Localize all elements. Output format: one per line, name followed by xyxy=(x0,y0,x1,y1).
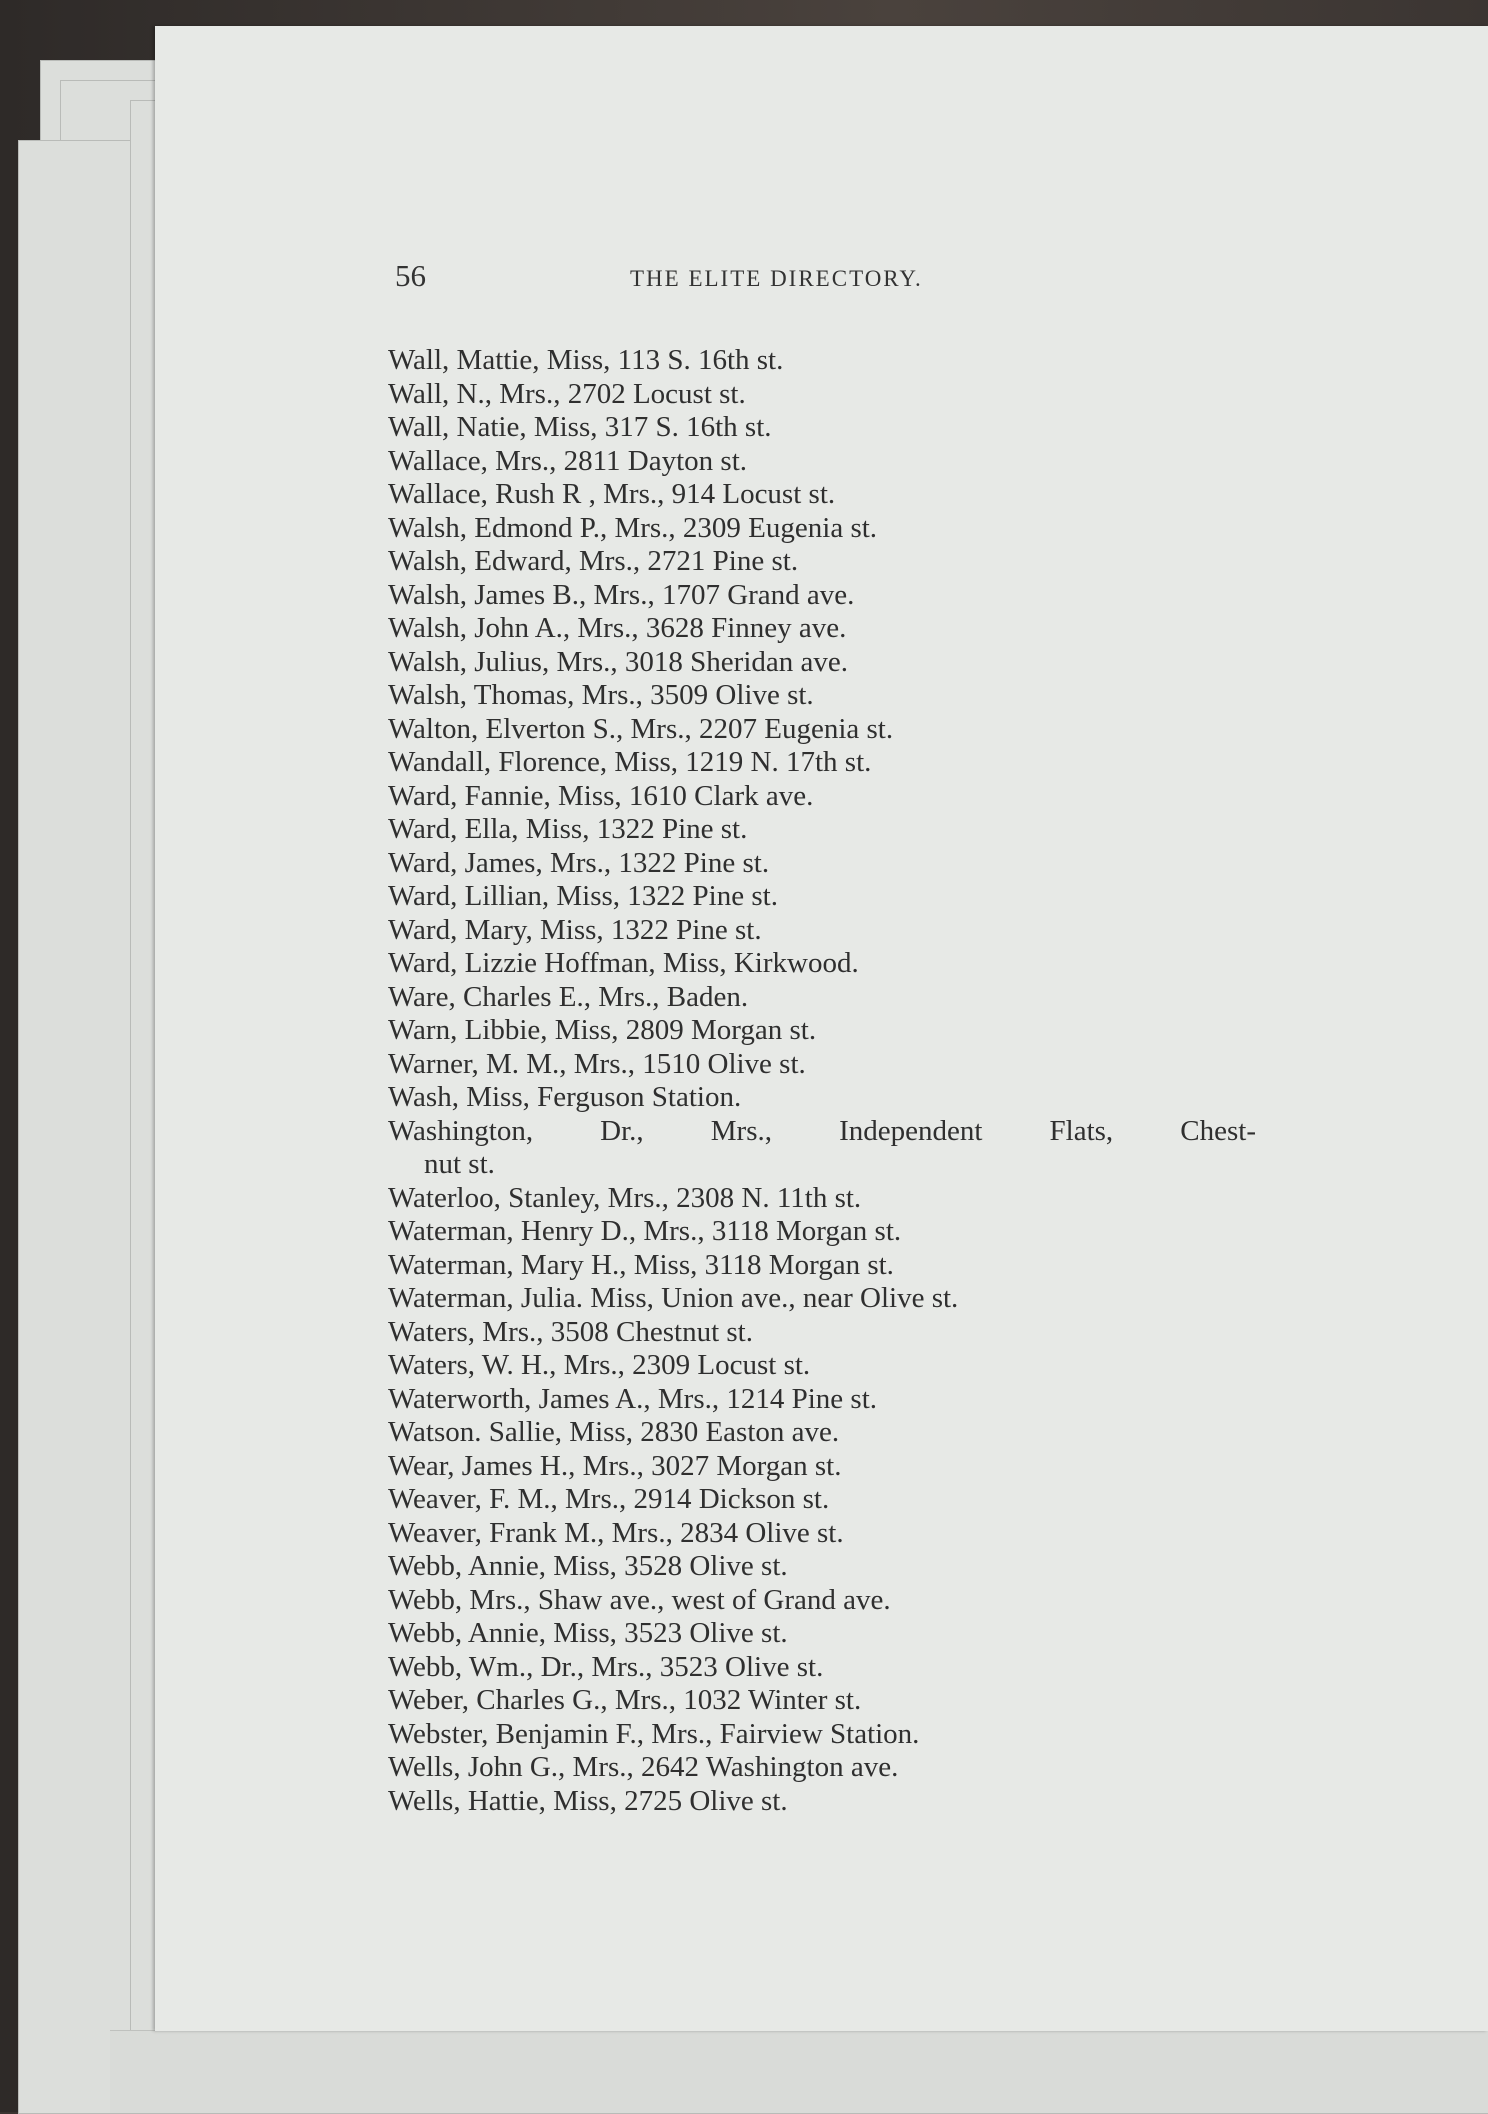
directory-entry: Ward, Fannie, Miss, 1610 Clark ave. xyxy=(388,779,814,812)
running-title: THE ELITE DIRECTORY. xyxy=(630,266,923,291)
directory-entry: Webb, Annie, Miss, 3523 Olive st. xyxy=(388,1617,788,1649)
directory-entry: Watson. Sallie, Miss, 2830 Easton ave. xyxy=(388,1416,840,1448)
entry-word: Chest- xyxy=(1180,1114,1256,1147)
directory-entry: Wash, Miss, Ferguson Station. xyxy=(388,1081,742,1113)
directory-entry: Waters, W. H., Mrs., 2309 Locust st. xyxy=(388,1349,811,1381)
directory-entry: Weaver, Frank M., Mrs., 2834 Olive st. xyxy=(388,1516,844,1549)
directory-entry: Weber, Charles G., Mrs., 1032 Winter st. xyxy=(388,1684,862,1716)
directory-entry: Weaver, F. M., Mrs., 2914 Dickson st. xyxy=(388,1483,830,1515)
directory-entry: Waterloo, Stanley, Mrs., 2308 N. 11th st. xyxy=(388,1181,862,1214)
directory-entry: Wallace, Rush R , Mrs., 914 Locust st. xyxy=(388,478,836,510)
directory-entry: Webb, Mrs., Shaw ave., west of Grand ave. xyxy=(388,1583,891,1616)
entry-word: Flats, xyxy=(1049,1114,1114,1147)
directory-entry: Wall, Mattie, Miss, 113 S. 16th st. xyxy=(388,344,784,376)
directory-entries xyxy=(388,344,1268,1818)
directory-entry: Waterman, Julia. Miss, Union ave., near Olive st. xyxy=(388,1282,959,1314)
directory-entry: Ward, Mary, Miss, 1322 Pine st. xyxy=(388,913,762,946)
directory-entry: Walton, Elverton S., Mrs., 2207 Eugenia st. xyxy=(388,712,894,745)
directory-entry: Webb, Annie, Miss, 3528 Olive st. xyxy=(388,1550,788,1582)
entry-word: Mrs., xyxy=(710,1114,772,1147)
directory-entry: Waters, Mrs., 3508 Chestnut st. xyxy=(388,1315,753,1348)
directory-entry: Walsh, James B., Mrs., 1707 Grand ave. xyxy=(388,578,855,611)
directory-entry: Waterman, Henry D., Mrs., 3118 Morgan st. xyxy=(388,1215,902,1247)
directory-entry: Wall, N., Mrs., 2702 Locust st. xyxy=(388,377,746,410)
directory-entry: Walsh, Edmond P., Mrs., 2309 Eugenia st. xyxy=(388,511,878,544)
entry-word: Dr., xyxy=(600,1114,644,1147)
directory-entry: Ward, James, Mrs., 1322 Pine st. xyxy=(388,846,770,879)
directory-entry: Warner, M. M., Mrs., 1510 Olive st. xyxy=(388,1047,806,1080)
directory-entry: Ward, Lillian, Miss, 1322 Pine st. xyxy=(388,880,778,912)
directory-entry: Wandall, Florence, Miss, 1219 N. 17th st. xyxy=(388,746,872,778)
page-number: 56 xyxy=(395,258,426,293)
directory-entry: Ward, Lizzie Hoffman, Miss, Kirkwood. xyxy=(388,947,859,979)
entry-continuation: nut st. xyxy=(424,1148,495,1180)
directory-entry-wrapped xyxy=(388,1115,1256,1149)
directory-entry: Wells, John G., Mrs., 2642 Washington ave. xyxy=(388,1751,899,1783)
directory-entry: Waterworth, James A., Mrs., 1214 Pine st. xyxy=(388,1382,878,1415)
directory-entry: Warn, Libbie, Miss, 2809 Morgan st. xyxy=(388,1014,817,1046)
directory-entry: Wear, James H., Mrs., 3027 Morgan st. xyxy=(388,1449,842,1482)
entry-word: Independent xyxy=(839,1114,983,1147)
directory-entry: Walsh, Edward, Mrs., 2721 Pine st. xyxy=(388,545,799,577)
directory-entry: Walsh, Thomas, Mrs., 3509 Olive st. xyxy=(388,679,814,711)
page-edge-bottom xyxy=(110,2030,1488,2113)
page-header xyxy=(395,258,1295,298)
directory-entry: Wallace, Mrs., 2811 Dayton st. xyxy=(388,444,748,477)
directory-entry: Waterman, Mary H., Miss, 3118 Morgan st. xyxy=(388,1248,894,1281)
directory-entry: Wall, Natie, Miss, 317 S. 16th st. xyxy=(388,411,772,443)
directory-entry: Webster, Benjamin F., Mrs., Fairview Station. xyxy=(388,1717,920,1750)
directory-entry: Walsh, Julius, Mrs., 3018 Sheridan ave. xyxy=(388,645,849,678)
directory-entry: Webb, Wm., Dr., Mrs., 3523 Olive st. xyxy=(388,1650,824,1683)
directory-entry: Wells, Hattie, Miss, 2725 Olive st. xyxy=(388,1784,788,1817)
directory-entry: Ware, Charles E., Mrs., Baden. xyxy=(388,980,749,1013)
entry-word: Washington, xyxy=(388,1114,534,1147)
directory-entry: Walsh, John A., Mrs., 3628 Finney ave. xyxy=(388,612,847,644)
directory-entry: Ward, Ella, Miss, 1322 Pine st. xyxy=(388,813,748,845)
